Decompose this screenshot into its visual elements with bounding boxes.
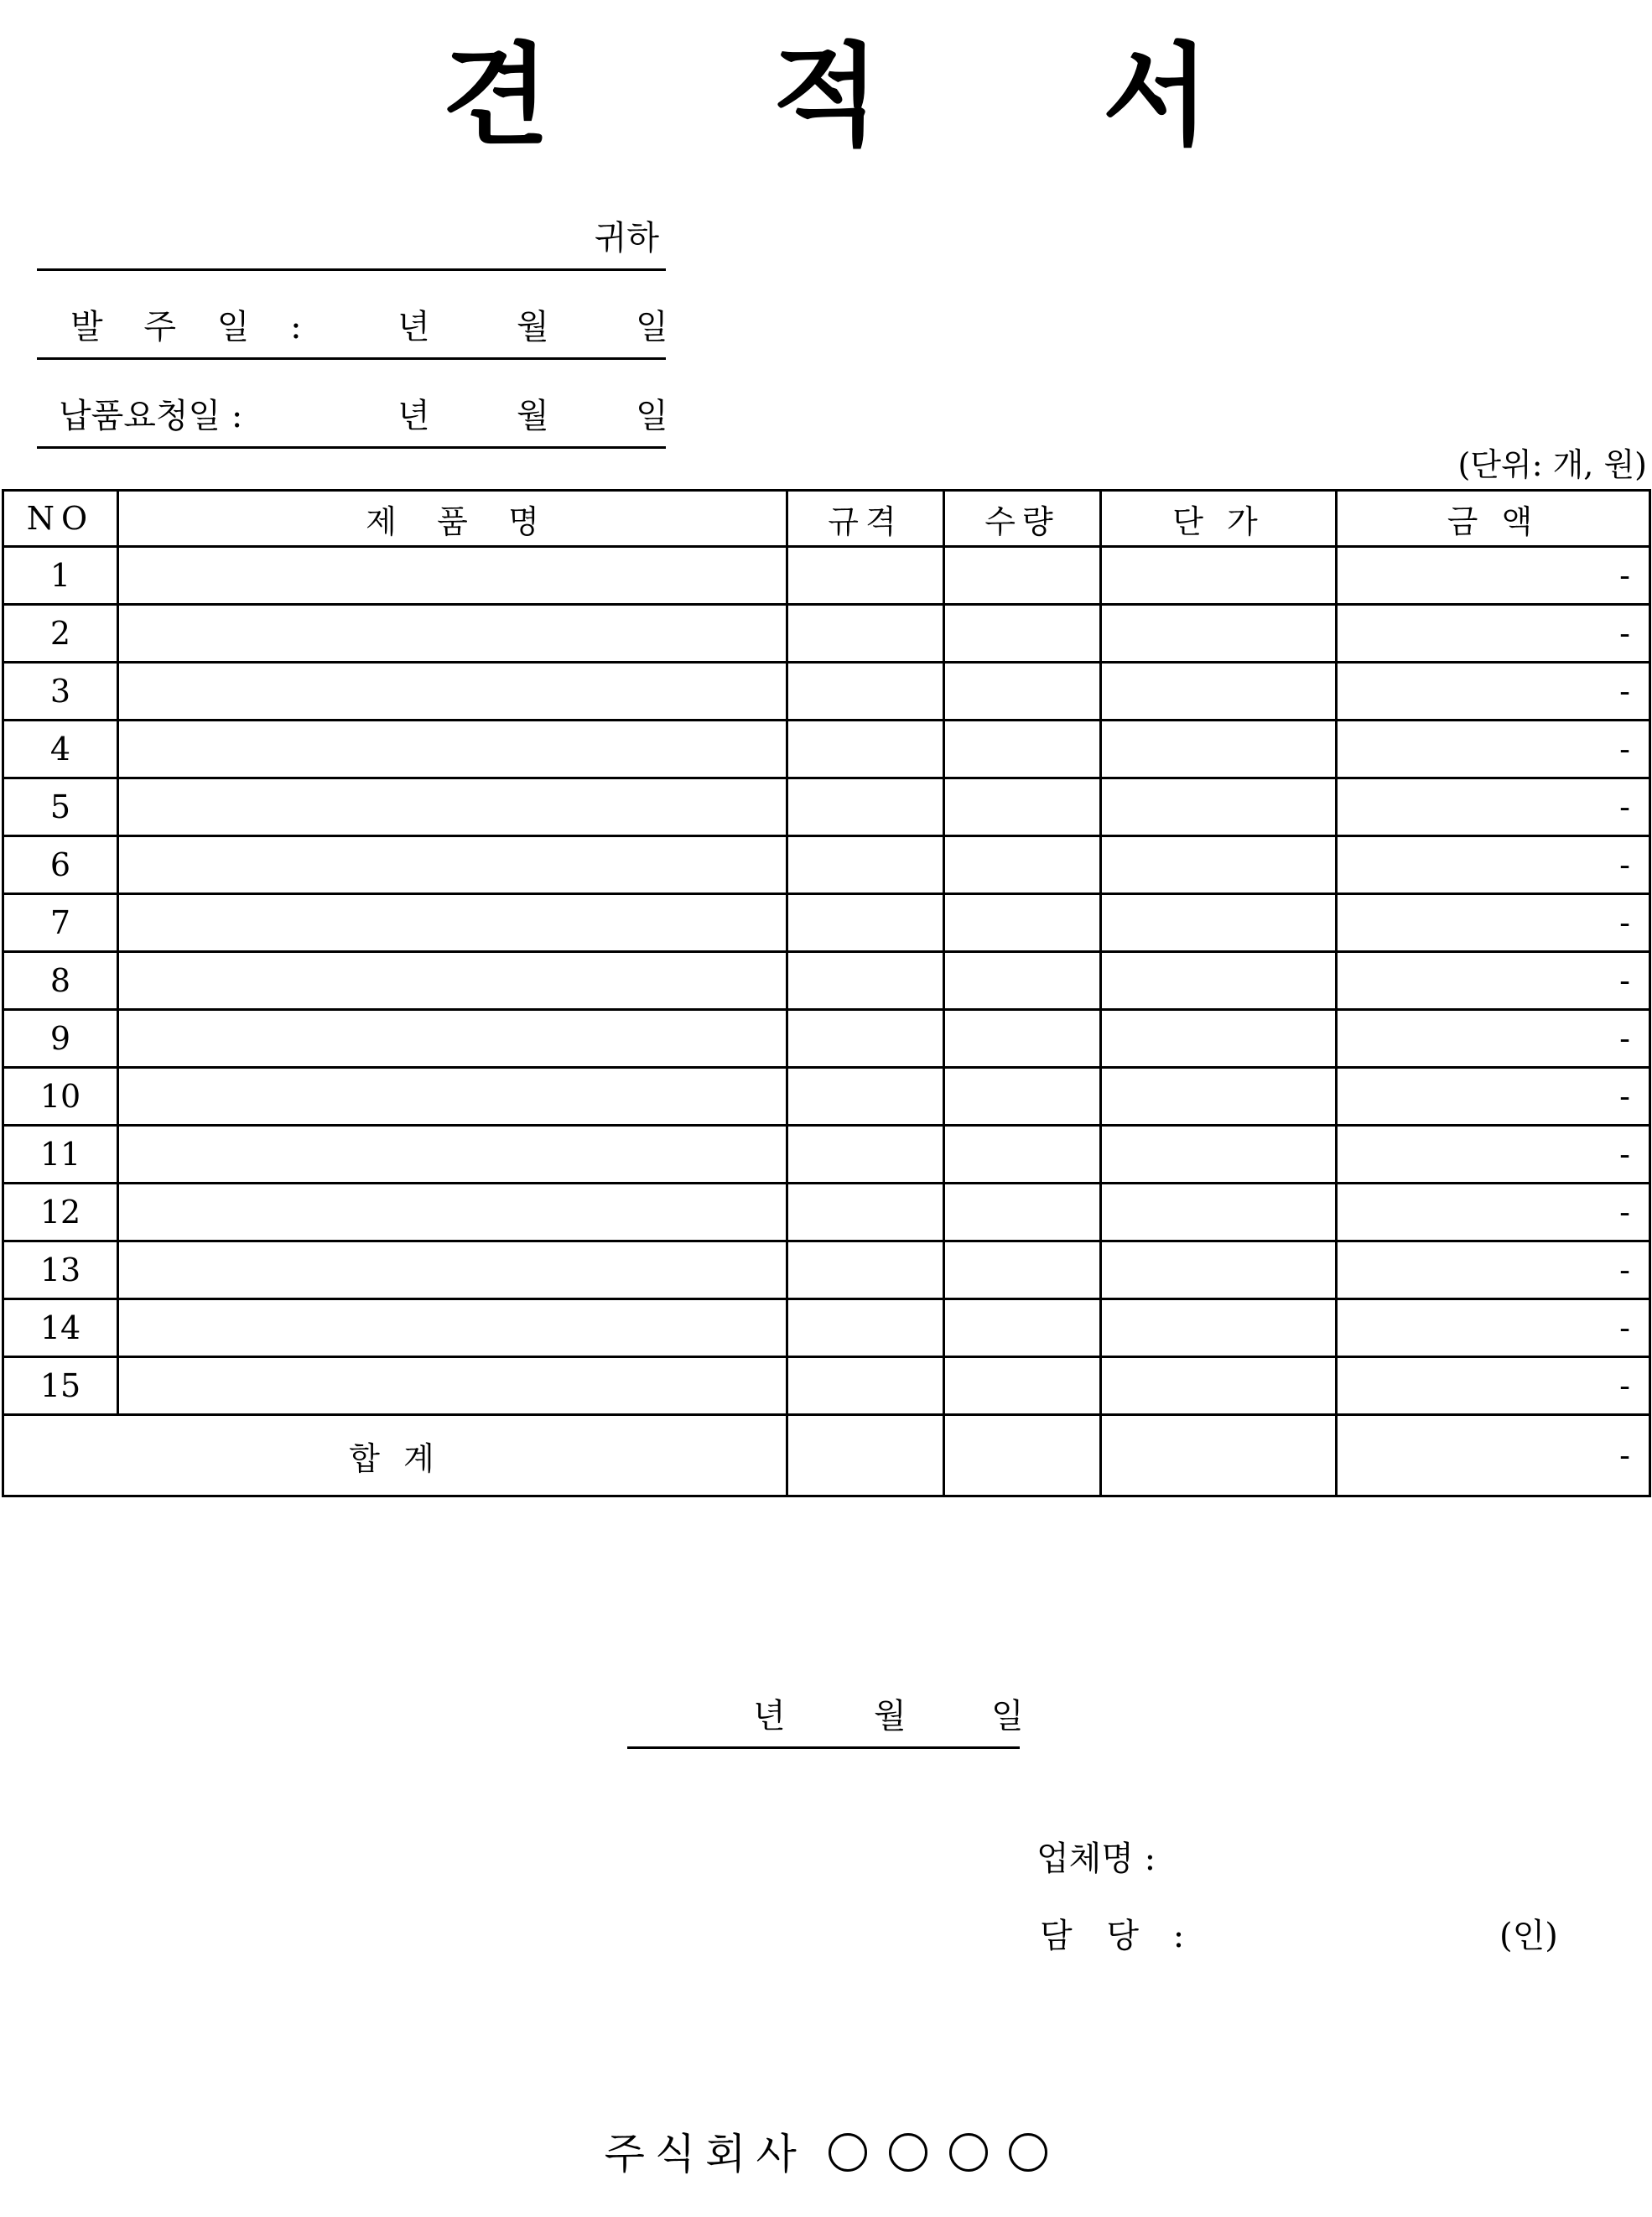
quantity-cell[interactable] [944, 721, 1101, 778]
delivery-date-day: 일 [636, 397, 668, 435]
product-name-cell[interactable] [118, 836, 787, 894]
delivery-date-year: 년 [397, 397, 430, 435]
spec-cell[interactable] [787, 1241, 944, 1299]
product-name-cell[interactable] [118, 894, 787, 952]
product-name-cell[interactable] [118, 1299, 787, 1357]
placeholder-circle-icon [949, 2133, 988, 2172]
issue-date-day: 일 [991, 1697, 1024, 1736]
spec-cell[interactable] [787, 547, 944, 605]
row-number: 8 [3, 952, 118, 1010]
amount-cell: - [1337, 1068, 1650, 1126]
placeholder-circle-icon [1009, 2133, 1047, 2172]
amount-cell: - [1337, 836, 1650, 894]
issue-date-month: 월 [874, 1697, 907, 1736]
table-row [3, 721, 1650, 778]
manager-label: 담 당 : [1040, 1917, 1197, 1955]
header-product-name: 제 품 명 [118, 491, 787, 547]
row-number: 9 [3, 1010, 118, 1068]
table-row [3, 1299, 1650, 1357]
product-name-cell[interactable] [118, 1241, 787, 1299]
row-number: 13 [3, 1241, 118, 1299]
footer-company-prefix: 주식회사 [604, 2130, 807, 2178]
header-amount: 금 액 [1337, 491, 1650, 547]
issue-date-line [627, 1686, 1024, 1749]
amount-cell: - [1337, 1299, 1650, 1357]
unit-price-cell[interactable] [1101, 836, 1337, 894]
delivery-date-month: 월 [517, 397, 549, 435]
product-name-cell[interactable] [118, 547, 787, 605]
product-name-cell[interactable] [118, 1357, 787, 1415]
placeholder-circle-icon [829, 2133, 867, 2172]
unit-price-cell[interactable] [1101, 547, 1337, 605]
row-number: 7 [3, 894, 118, 952]
unit-price-cell[interactable] [1101, 952, 1337, 1010]
spec-cell[interactable] [787, 778, 944, 836]
table-row [3, 836, 1650, 894]
product-name-cell[interactable] [118, 778, 787, 836]
spec-cell[interactable] [787, 1184, 944, 1241]
spec-cell[interactable] [787, 1357, 944, 1415]
quantity-cell[interactable] [944, 663, 1101, 721]
quantity-cell[interactable] [944, 1299, 1101, 1357]
order-date-day: 일 [636, 308, 668, 346]
product-name-cell[interactable] [118, 1184, 787, 1241]
seal-mark: (인) [1499, 1917, 1558, 1955]
table-row [3, 547, 1650, 605]
spec-cell[interactable] [787, 894, 944, 952]
table-row [3, 663, 1650, 721]
quantity-cell[interactable] [944, 894, 1101, 952]
spec-cell[interactable] [787, 836, 944, 894]
amount-cell: - [1337, 1184, 1650, 1241]
delivery-date-line [37, 388, 666, 449]
recipient-line [37, 210, 666, 271]
total-row [3, 1415, 1650, 1496]
product-name-cell[interactable] [118, 721, 787, 778]
total-amount: - [1337, 1415, 1650, 1496]
unit-price-cell[interactable] [1101, 894, 1337, 952]
amount-cell: - [1337, 1126, 1650, 1184]
unit-price-cell[interactable] [1101, 663, 1337, 721]
company-name-label: 업체명 : [1036, 1840, 1156, 1878]
unit-price-cell[interactable] [1101, 778, 1337, 836]
table-row [3, 778, 1650, 836]
delivery-date-label: 납품요청일 : [59, 397, 243, 435]
order-date-year: 년 [397, 308, 430, 346]
amount-cell: - [1337, 1241, 1650, 1299]
product-name-cell[interactable] [118, 1068, 787, 1126]
amount-cell: - [1337, 547, 1650, 605]
unit-price-cell[interactable] [1101, 1010, 1337, 1068]
total-unit-price-cell[interactable] [1101, 1415, 1337, 1496]
spec-cell[interactable] [787, 1010, 944, 1068]
product-name-cell[interactable] [118, 663, 787, 721]
row-number: 11 [3, 1126, 118, 1184]
quantity-cell[interactable] [944, 547, 1101, 605]
unit-price-cell[interactable] [1101, 1068, 1337, 1126]
table-header-row [3, 491, 1650, 547]
table-row [3, 1184, 1650, 1241]
product-name-cell[interactable] [118, 952, 787, 1010]
amount-cell: - [1337, 894, 1650, 952]
row-number: 14 [3, 1299, 118, 1357]
row-number: 6 [3, 836, 118, 894]
quantity-cell[interactable] [944, 952, 1101, 1010]
spec-cell[interactable] [787, 1068, 944, 1126]
row-number: 1 [3, 547, 118, 605]
spec-cell[interactable] [787, 605, 944, 663]
document-title: 견 적 서 [442, 31, 1302, 161]
order-date-line [37, 299, 666, 360]
table-row [3, 1068, 1650, 1126]
row-number: 3 [3, 663, 118, 721]
unit-price-cell[interactable] [1101, 1299, 1337, 1357]
header-unit-price: 단 가 [1101, 491, 1337, 547]
quantity-cell[interactable] [944, 836, 1101, 894]
order-date-month: 월 [517, 308, 549, 346]
row-number: 5 [3, 778, 118, 836]
unit-note: (단위: 개, 원) [1457, 446, 1647, 483]
product-name-cell[interactable] [118, 1126, 787, 1184]
quantity-cell[interactable] [944, 1241, 1101, 1299]
row-number: 12 [3, 1184, 118, 1241]
table-row [3, 894, 1650, 952]
row-number: 4 [3, 721, 118, 778]
unit-price-cell[interactable] [1101, 1357, 1337, 1415]
amount-cell: - [1337, 952, 1650, 1010]
quantity-cell[interactable] [944, 1184, 1101, 1241]
amount-cell: - [1337, 1357, 1650, 1415]
footer-company [0, 2129, 1652, 2179]
unit-price-cell[interactable] [1101, 1184, 1337, 1241]
spec-cell[interactable] [787, 1299, 944, 1357]
order-date-label: 발 주 일 : [70, 308, 317, 346]
unit-price-cell[interactable] [1101, 605, 1337, 663]
quantity-cell[interactable] [944, 1357, 1101, 1415]
quantity-cell[interactable] [944, 1068, 1101, 1126]
row-number: 2 [3, 605, 118, 663]
quantity-cell[interactable] [944, 778, 1101, 836]
table-row [3, 1357, 1650, 1415]
amount-cell: - [1337, 778, 1650, 836]
spec-cell[interactable] [787, 952, 944, 1010]
table-row [3, 1241, 1650, 1299]
table-row [3, 605, 1650, 663]
quantity-cell[interactable] [944, 605, 1101, 663]
amount-cell: - [1337, 663, 1650, 721]
recipient-suffix: 귀하 [594, 219, 659, 258]
unit-price-cell[interactable] [1101, 721, 1337, 778]
header-spec: 규격 [787, 491, 944, 547]
product-name-cell[interactable] [118, 605, 787, 663]
amount-cell: - [1337, 721, 1650, 778]
spec-cell[interactable] [787, 1126, 944, 1184]
total-label: 합 계 [3, 1415, 787, 1496]
amount-cell: - [1337, 605, 1650, 663]
table-row [3, 952, 1650, 1010]
placeholder-circle-icon [889, 2133, 927, 2172]
header-quantity: 수량 [944, 491, 1101, 547]
product-name-cell[interactable] [118, 1010, 787, 1068]
quantity-cell[interactable] [944, 1010, 1101, 1068]
spec-cell[interactable] [787, 721, 944, 778]
amount-cell: - [1337, 1010, 1650, 1068]
row-number: 10 [3, 1068, 118, 1126]
spec-cell[interactable] [787, 663, 944, 721]
quantity-cell[interactable] [944, 1126, 1101, 1184]
header-no: NO [3, 491, 118, 547]
unit-price-cell[interactable] [1101, 1241, 1337, 1299]
quote-table [2, 489, 1651, 1497]
unit-price-cell[interactable] [1101, 1126, 1337, 1184]
issue-date-year: 년 [753, 1697, 786, 1736]
row-number: 15 [3, 1357, 118, 1415]
total-quantity-cell[interactable] [944, 1415, 1101, 1496]
table-row [3, 1010, 1650, 1068]
total-spec-cell[interactable] [787, 1415, 944, 1496]
table-row [3, 1126, 1650, 1184]
